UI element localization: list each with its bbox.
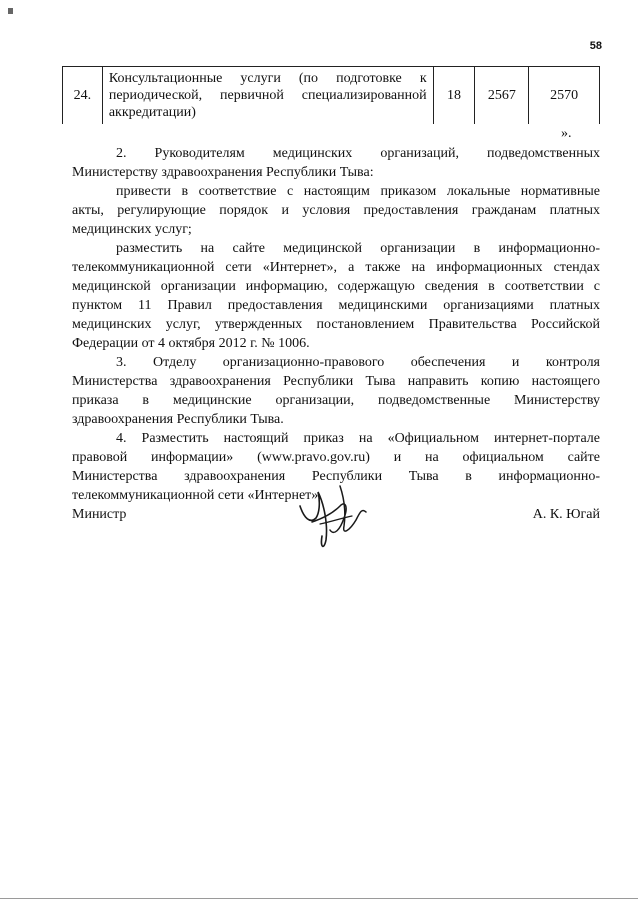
text-line: 2. Руководителям медицинских организаций, подведомственных xyxy=(116,146,600,161)
value-cell: 18 xyxy=(434,67,476,124)
order-body xyxy=(72,144,600,505)
value-cell: 2570 xyxy=(550,87,579,103)
page-bottom-edge xyxy=(0,898,638,899)
text-line: приказа в медицинские организации, подведомственные Министерству xyxy=(72,393,600,408)
paragraph-2 xyxy=(72,144,600,182)
service-name-line: аккредитации) xyxy=(108,105,196,120)
text-line: Министерства здравоохранения Республики Тыва в информационно- xyxy=(72,469,600,484)
text-line: 4. Разместить настоящий приказ на «Официальном интернет-портале xyxy=(116,431,600,446)
text-line: медицинских услуг, утвержденных постановлением Правительства Российской xyxy=(72,317,600,332)
service-name-line: периодической, первичной специализированной xyxy=(108,88,427,103)
signatory-title: Министр xyxy=(72,507,127,522)
text-line: Министерству здравоохранения Республики Тыва: xyxy=(72,165,374,180)
text-line: разместить на сайте медицинской организации в информационно- xyxy=(116,241,600,256)
paragraph-2b xyxy=(72,239,600,353)
service-name-cell xyxy=(103,67,434,124)
text-line: правовой информации» (www.pravo.gov.ru) и на официальном сайте xyxy=(72,450,600,465)
paragraph-2a xyxy=(72,182,600,239)
text-line: привести в соответствие с настоящим приказом локальные нормативные xyxy=(116,184,600,199)
closing-quote: ». xyxy=(561,126,572,141)
text-line: медицинской организации информацию, содержащую сведения в соответствии с xyxy=(72,279,600,294)
text-line: Федерации от 4 октября 2012 г. № 1006. xyxy=(72,336,310,351)
text-line: акты, регулирующие порядок и условия предоставления гражданам платных xyxy=(72,203,600,218)
handwritten-signature xyxy=(290,478,370,558)
text-line: пунктом 11 Правил предоставления медицинскими организациями платных xyxy=(72,298,600,313)
table-row xyxy=(62,66,600,124)
text-line: здравоохранения Республики Тыва. xyxy=(72,412,284,427)
page-number: 58 xyxy=(589,40,602,52)
value-cell: 2567 xyxy=(475,67,529,124)
row-number-cell: 24. xyxy=(63,67,103,124)
service-name-line: Консультационные услуги (по подготовке к xyxy=(108,71,427,86)
text-line: Министерства здравоохранения Республики Тыва направить копию настоящего xyxy=(72,374,600,389)
text-line: 3. Отделу организационно-правового обеспечения и контроля xyxy=(116,355,600,370)
text-line: медицинских услуг; xyxy=(72,222,192,237)
paragraph-3 xyxy=(72,353,600,429)
text-line: телекоммуникационной сети «Интернет», а также на информационных стендах xyxy=(72,260,600,275)
scan-mark xyxy=(8,8,13,14)
text-line: телекоммуникационной сети «Интернет». xyxy=(72,488,322,503)
signatory-name: А. К. Югай xyxy=(532,507,600,522)
